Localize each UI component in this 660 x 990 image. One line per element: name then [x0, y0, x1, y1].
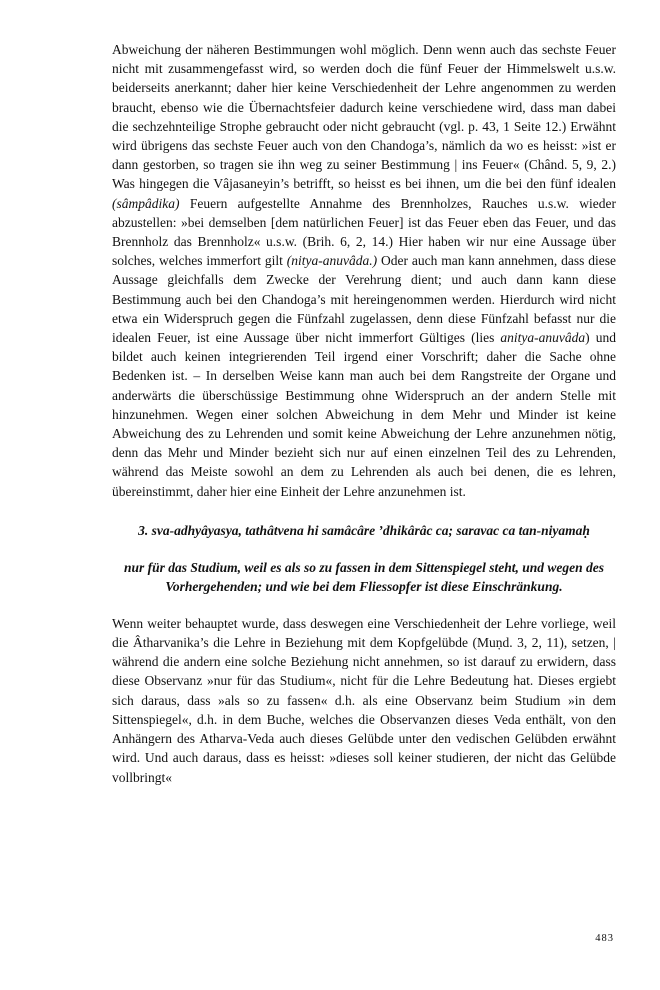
paragraph-1-text-c: Oder auch man kann annehmen, dass diese Aussage gleichfalls dem Zwecke der Verehrung dient; und auch dann kann diese Bestimmung auch bei den Chandoga’s mit hereingenommen werden. Hierdurch wird nicht etwa ein Widerspruch gegen die Fünfzahl zugelassen, denn diese Fünfzahl befasst nur die idealen Feuer, ist eine Aussage über nicht immerfort Gültiges (lies	[112, 253, 616, 346]
sutra-translation: nur für das Studium, weil es als so zu fassen in dem Sittenspiegel steht, und wegen des Vorhergehenden; und wie bei dem Fliessopfer ist diese Einschränkung.	[123, 559, 605, 594]
page-body	[112, 40, 616, 787]
paragraph-1-italic-a: (sâmpâdika)	[112, 195, 180, 211]
paragraph-1-italic-c: anitya-anuvâda	[500, 330, 586, 346]
paragraph-1-text-b: Feuern aufgestellte Annahme des Brennholzes, Rauches u.s.w. wieder abzustellen: »bei demselben [dem natürlichen Feuer] ist das Feuer eben das Feuer, und das Brennholz das Brennholz« u.s.w. (Brih. 6, 2, 14.) Hier haben wir nur eine Aussage über solches, welches immerfort gilt	[112, 195, 616, 269]
paragraph-1-text-a: Abweichung der näheren Bestimmungen wohl möglich. Denn wenn auch das sechste Feuer nicht mit zusammengefasst wird, so werden doch die fünf Feuer der Himmelswelt u.s.w. beiderseits anerkannt; daher hier keine Verschiedenheit der Lehre angenommen zu werden braucht, ebenso wie die Übernachtsfeier dadurch keine verschiedene wird, dass man dabei die sechzehnteilige Strophe gebraucht oder nicht gebraucht (vgl. p. 43, 1 Seite 12.) Erwähnt wird übrigens das sechste Feuer auch von den Chandoga’s, nämlich da wo es heisst: »ist er dann gestorben, so tragen sie ihn weg zu seiner Bestimmung | ins Feuer« (Chând. 5, 9, 2.) Was hingegen die Vâjasaneyin’s betrifft, so heisst es bei ihnen, um die bei den fünf idealen	[112, 42, 616, 192]
paragraph-1-italic-b: (nitya-anuvâda.)	[286, 253, 378, 269]
sutra-heading: 3. sva-adhyâyasya, tathâtvena hi samâcâre ’dhikârâc ca; saravac ca tan-niyamaḥ	[138, 522, 590, 538]
paragraph-1-text-d: ) und bildet auch keinen integrierenden Teil irgend einer Vorschrift; daher die Sache ohne Bedenken ist. – In derselben Weise kann man auch bei dem Rangstreite der Organe und anderwärts die überschüssige Bestimmung ohne Widerspruch an der andern Stelle mit hinzunehmen. Wegen einer solchen Abweichung in dem Mehr und Minder ist keine Abweichung des zu Lehrenden und somit keine Abweichung der Lehre anzunehmen nötig, denn das Mehr und Minder bezieht sich nur auf einen einzelnen Teil des zu Lehrenden, während das Meiste sowohl an dem zu Lehrenden als auch bei denen, die es lehren, übereinstimmt, daher hier eine Einheit der Lehre anzunehmen ist.	[112, 330, 616, 499]
page-number: 483	[595, 933, 614, 944]
paragraph-1	[112, 40, 616, 501]
paragraph-2: Wenn weiter behauptet wurde, dass deswegen eine Verschiedenheit der Lehre vorliege, weil die Âtharvanika’s die Lehre in Beziehung mit dem Kopfgelübde (Muṇd. 3, 2, 11), setzen, | während die andern eine solche Beziehung nicht annehmen, so ist darauf zu erwidern, dass diese Observanz »nur für das Studium«, nicht für die Lehre Bedeutung hat. Dieses ergiebt sich daraus, dass »als so zu fassen« d.h. als eine Observanz beim Studium »in dem Sittenspiegel«, d.h. in dem Buche, welches die Observanzen dieses Veda enthält, von den Anhängern des Atharva-Veda auch dieses Gelübde unter den vedischen Gelübden erwähnt wird. Und auch daraus, dass es heisst: »dieses soll keiner studieren, der nicht das Gelübde vollbringt«	[112, 615, 616, 785]
